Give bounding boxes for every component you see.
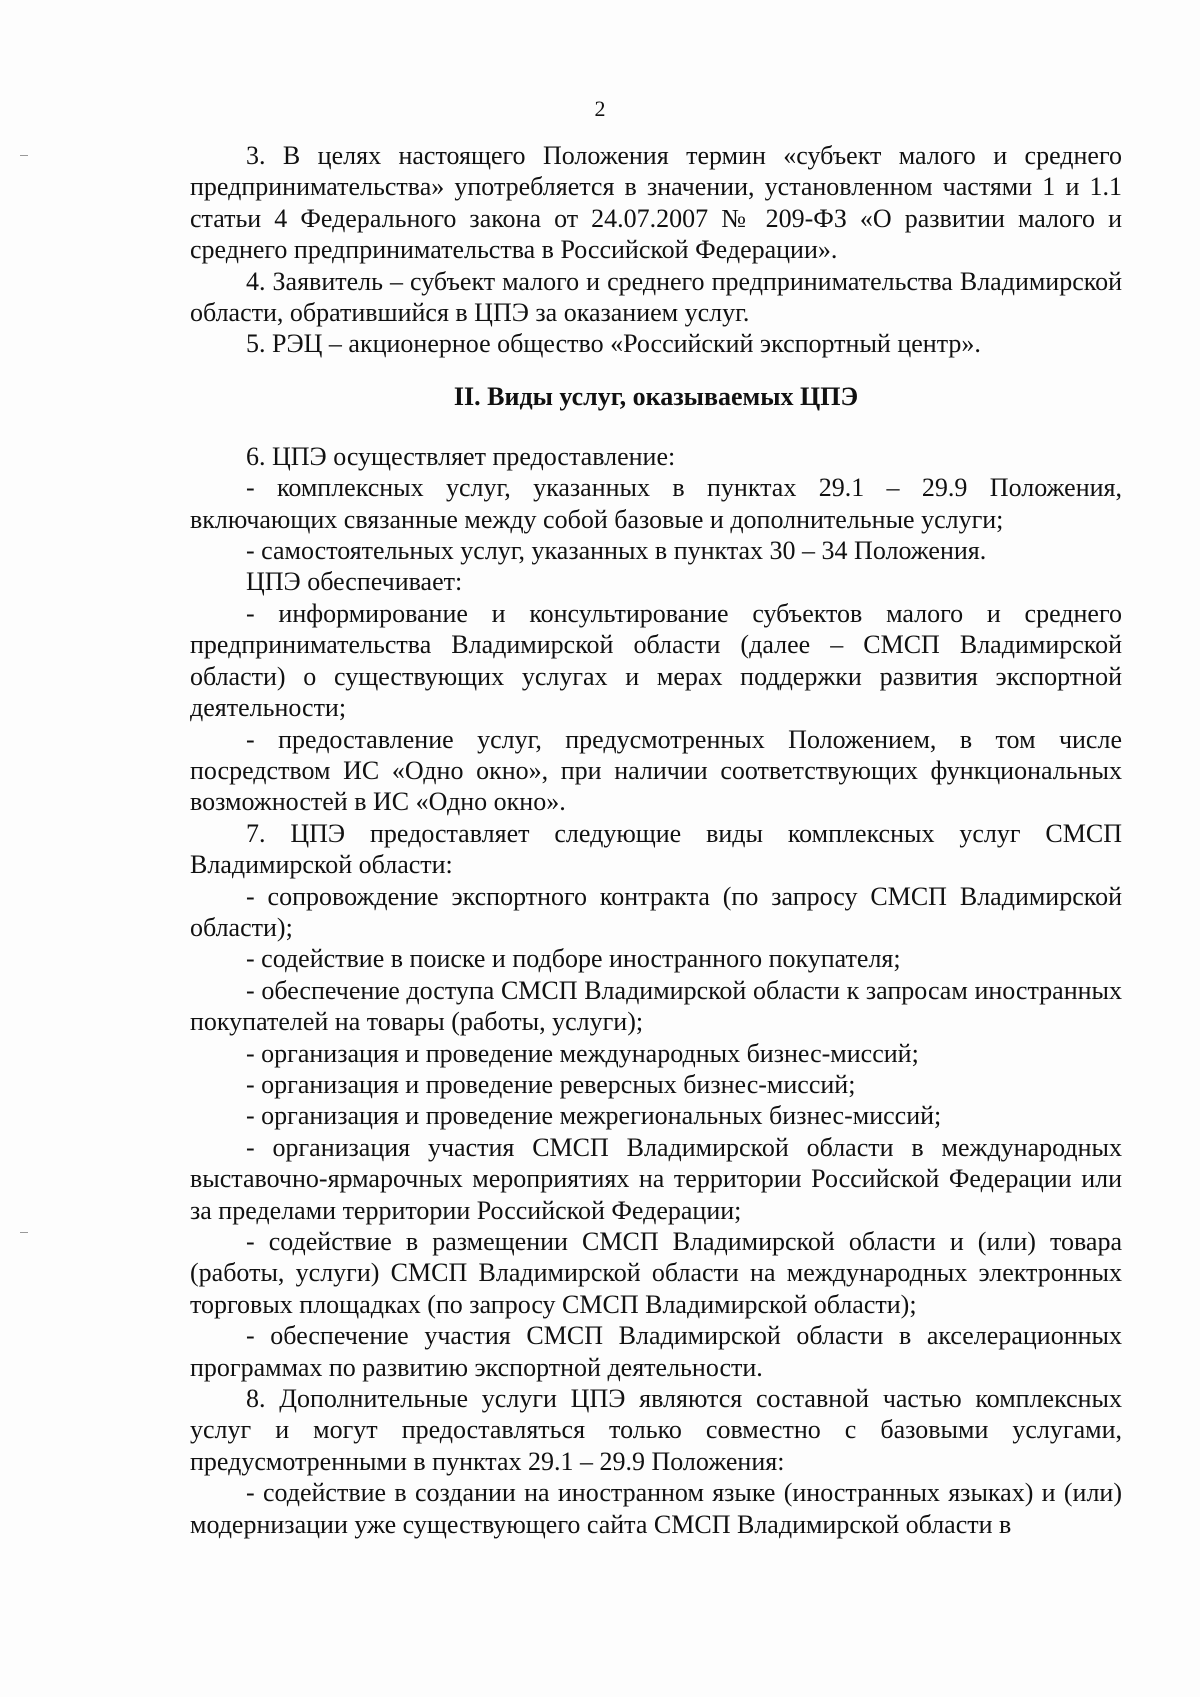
paragraph-7: 7. ЦПЭ предоставляет следующие виды комплексных услуг СМСП Владимирской области: [190,818,1122,880]
list-item: - организация и проведение реверсных бизнес-миссий; [246,1069,856,1099]
paragraph-6: 6. ЦПЭ осуществляет предоставление: [246,441,676,471]
list-item: - организация и проведение межрегиональных бизнес-миссий; [246,1101,942,1131]
list-item: - содействие в создании на иностранном языке (иностранных языках) и (или) модернизации уже существующего сайта СМСП Владимирской области в [190,1478,1122,1539]
list-item: - обеспечение доступа СМСП Владимирской области к запросам иностранных покупателей на товары (работы, услуги); [190,975,1122,1037]
section-heading: II. Виды услуг, оказываемых ЦПЭ [453,381,859,411]
list-item: - организация и проведение международных бизнес-миссий; [246,1038,919,1068]
scan-margin-mark [20,155,28,156]
paragraph-4-applicant: 4. Заявитель – субъект малого и среднего предпринимательства Владимирской области, обратившийся в ЦПЭ за оказанием услуг. [190,266,1122,328]
list-item: - содействие в поиске и подборе иностранного покупателя; [246,944,901,974]
paragraph-cpe-provides: ЦПЭ обеспечивает: [246,567,463,597]
list-item: - сопровождение экспортного контракта (по запросу СМСП Владимирской области); [190,881,1122,942]
list-item: - предоставление услуг, предусмотренных Положением, в том числе посредством ИС «Одно окно», при наличии соответствующих функциональных возможностей в ИС «Одно окно». [190,724,1122,817]
list-item: - содействие в размещении СМСП Владимирской области и (или) товара (работы, услуги) СМСП Владимирской области на международных электронных торговых площадках (по запросу СМСП Владимирской области); [190,1227,1122,1319]
paragraph-3-definition: 3. В целях настоящего Положения термин «субъект малого и среднего предпринимательства» употребляется в значении, установленном частями 1 и 1.1 статьи 4 Федерального закона от 24.07.2007 № 209-ФЗ «О развитии малого и среднего предпринимательства в Российской Федерации». [190,141,1122,265]
page-number: 2 [594,96,606,121]
scan-margin-mark [20,1232,28,1233]
list-item: - самостоятельных услуг, указанных в пунктах 30 – 34 Положения. [246,536,987,566]
list-item: - организация участия СМСП Владимирской области в международных выставочно-ярмарочных мероприятиях на территории Российской Федерации или за пределами территории Российской Федерации; [190,1132,1122,1225]
list-item: - комплексных услуг, указанных в пунктах 29.1 – 29.9 Положения, включающих связанные между собой базовые и дополнительные услуги; [190,473,1122,534]
paragraph-8: 8. Дополнительные услуги ЦПЭ являются составной частью комплексных услуг и могут предоставляться только совместно с базовыми услугами, предусмотренными в пунктах 29.1 – 29.9 Положения: [190,1384,1122,1476]
document-body [190,140,1122,1540]
list-item: - обеспечение участия СМСП Владимирской области в акселерационных программах по развитию экспортной деятельности. [190,1321,1122,1382]
paragraph-5-rec: 5. РЭЦ – акционерное общество «Российский экспортный центр». [246,329,981,359]
list-item: - информирование и консультирование субъектов малого и среднего предпринимательства Владимирской области (далее – СМСП Владимирской области) о существующих услугах и мерах поддержки развития экспортной деятельности; [190,598,1122,723]
